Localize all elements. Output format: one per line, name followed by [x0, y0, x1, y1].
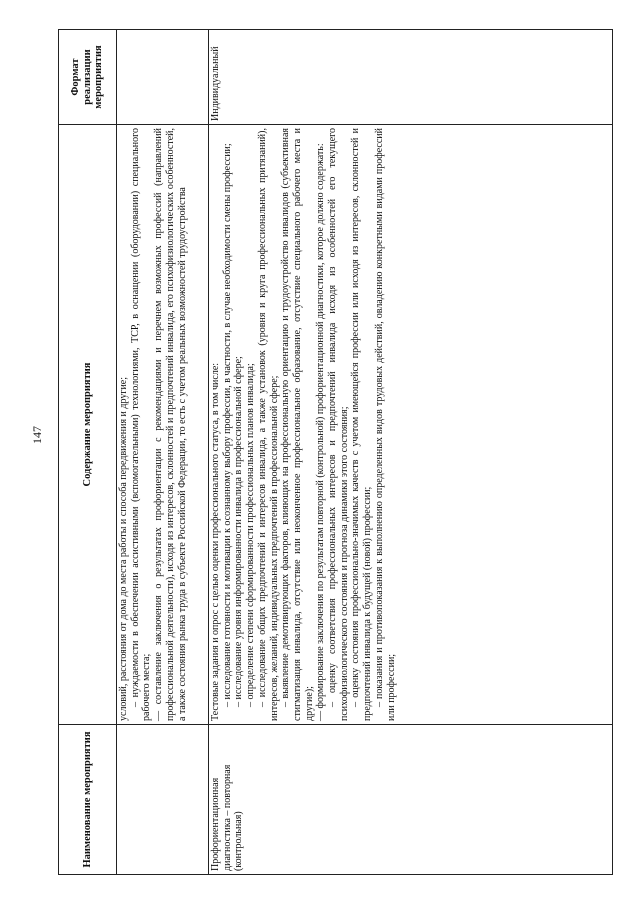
- row1-line: – нуждаемости в обеспечении ассистивными (вспомогательными) технологиями, ТСР, в оснащении (оборудовании) специального рабочего места;: [129, 128, 153, 721]
- header-name: Наименование мероприятия: [59, 725, 117, 875]
- rotated-table-container: [58, 30, 613, 875]
- row2-line: — формирование заключения по результатам повторной (контрольной) профориентационной диагностики, которое должно содержать:: [315, 143, 327, 721]
- header-format: Формат реализации мероприятия: [59, 30, 117, 125]
- row2-line: Тестовые задания и опрос с целью оценки профессионального статуса, в том числе:: [210, 362, 221, 721]
- row1-format: [117, 30, 209, 125]
- row1-content: [117, 125, 209, 725]
- row2-line: – выявление демотивирующих факторов, влияющих на профессиональную ориентацию и трудоустройство инвалидов (субъективная стигматизация инвалида, отсутствие или неоконченное профессиональное образование, отсутствие специального рабочего места и другие);: [280, 128, 315, 721]
- row2-content: [209, 125, 613, 725]
- measures-table: [58, 29, 613, 875]
- row2-line: – исследование общих предпочтений и интересов инвалида, а также установок (уровня и круга профессиональных притязаний), интересов, желаний, индивидуальных предпочтений в профессиональной сфере;: [256, 128, 280, 721]
- row2-line: – оценку состояния профессионально-значимых качеств с учетом имеющейся профессии или исходя из интересов, склонностей и предпочтений инвалида к будущей (новой) профессии;: [350, 128, 374, 721]
- row2-format: Индивидуальный: [209, 30, 613, 125]
- table-row: [117, 30, 209, 875]
- table-header-row: [59, 30, 117, 875]
- row2-line: – исследование готовности и мотивации к осознанному выбору профессии, в частности, в случае необходимости смены профессии;: [221, 143, 233, 707]
- row1-line: условий, расстояния от дома до места работы и способа передвижения и другие;: [118, 376, 129, 721]
- page-number: 147: [30, 426, 44, 444]
- table-row: [209, 30, 613, 875]
- row2-line: – показания и противопоказания к выполнению определенных видов трудовых действий, овладению конкретными видами профессий или профессии;: [373, 128, 397, 721]
- row2-line: – оценку соответствия профессиональных интересов и предпочтений инвалида исходя из особенностей его текущего психофизиологического состояния и прогноза динамики этого состояния;: [327, 128, 350, 721]
- row2-line: – исследование уровня информированности инвалида в профессиональной сфере;: [233, 356, 245, 707]
- header-content: Содержание мероприятия: [59, 125, 117, 725]
- row1-line: — составление заключения о результатах профориентации с рекомендациями и перечнем возможных профессий (направлений профессиональной деятельности), исходя из интересов, склонностей и предпочтений инвалида, его психофизиологических особенностей, а также состояния рынка труда в субъекте Российской Федерации, то есть с учетом реальных возможностей трудоустройства: [153, 128, 188, 721]
- row2-name: Профориентационная диагностика – повторная (контрольная): [209, 725, 613, 875]
- row1-name: [117, 725, 209, 875]
- row2-line: – определение степени сформированности профессиональных планов инвалида;: [245, 363, 257, 707]
